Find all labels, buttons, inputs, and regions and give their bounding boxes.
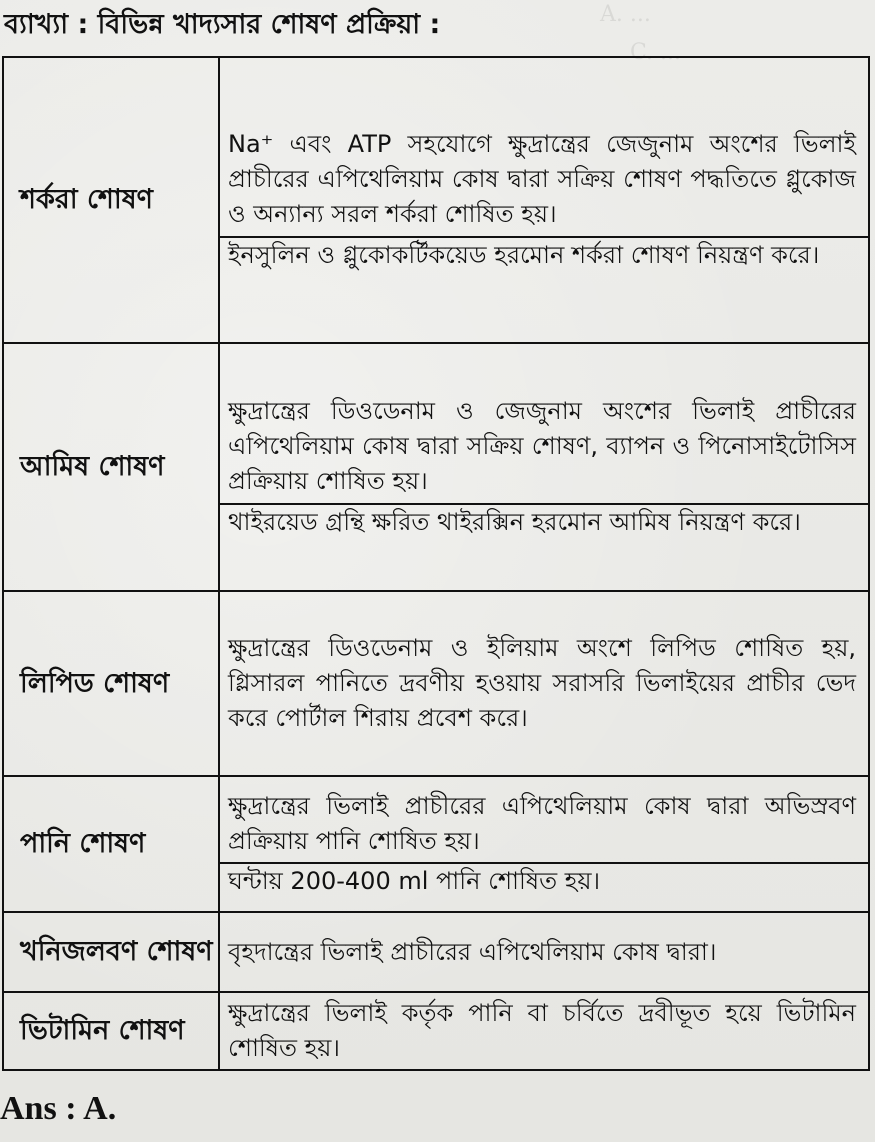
description-main: ক্ষুদ্রান্ত্রের ভিলাই প্রাচীরের এপিথেলিয়াম কোষ দ্বারা অভিস্রবণ প্রক্রিয়ায় পানি শোষিত হয়।: [228, 791, 856, 855]
row-description: [219, 591, 869, 776]
row-category-carbohydrate: শর্করা শোষণ: [3, 57, 219, 343]
description-note: ইনসুলিন ও গ্লুকোকর্টিকয়েড হরমোন শর্করা শোষণ নিয়ন্ত্রণ করে।: [220, 236, 868, 273]
description-note: ঘন্টায় 200-400 ml পানি শোষিত হয়।: [220, 862, 868, 899]
description-main: বৃহদান্ত্রের ভিলাই প্রাচীরের এপিথেলিয়াম কোষ দ্বারা।: [228, 937, 717, 966]
explanation-heading: ব্যাখ্যা : বিভিন্ন খাদ্যসার শোষণ প্রক্রিয়া :: [4, 9, 441, 40]
row-description: [219, 57, 869, 343]
row-description: [219, 776, 869, 912]
row-category-lipid: লিপিড শোষণ: [3, 591, 219, 776]
description-main: ক্ষুদ্রান্ত্রের ভিলাই কর্তৃক পানি বা চর্বিতে দ্রবীভূত হয়ে ভিটামিন শোষিত হয়।: [228, 999, 856, 1062]
row-description: [219, 343, 869, 591]
table-row: [3, 591, 869, 776]
row-description: [219, 912, 869, 992]
scanned-page: A. ... C. ... ব্যাখ্যা : বিভিন্ন খাদ্যসার শোষণ প্রক্রিয়া : শর্করা শোষণ Na⁺ এবং ATP সহযোগে ক্ষুদ্রান্ত্রের জেজুনাম অংশের ভিলাই প্রাচীরের এপিথেলিয়াম কোষ দ্বারা সক্রিয় শোষণ পদ্ধতিতে গ্লুকোজ ও অন্যান্য সরল শর্করা শোষিত হয়। ইনসুলিন ও গ্লুকোকর্টিকয়েড হরমোন শর্করা শোষণ নিয়ন্ত্রণ করে। আমিষ শোষণ ক্ষুদ্রান্ত্রের ডিওডেনাম ও জেজুনাম অংশের ভিলাই প্রাচীরের এপিথেলিয়াম কোষ দ্বারা সক্রিয় শোষণ, ব্যাপন ও পিনোসাইটোসিস প্রক্রিয়ায় শোষিত হয়। থাইরয়েড গ্রন্থি ক্ষরিত থাইরক্সিন হরমোন আমিষ নিয়ন্ত্রণ করে। লিপিড শোষণ ক্ষুদ্রান্ত্রের ডিওডেনাম ও ইলিয়াম অংশে লিপিড শোষিত হয়, গ্লিসারল পানিতে দ্রবণীয় হওয়ায় সরাসরি ভিলাইয়ের প্রাচীর ভেদ করে পোর্টাল শিরায় প্রবেশ করে। পানি শোষণ ক্ষুদ্রান্ত্রের ভিলাই প্রাচীরের এপিথেলিয়াম কোষ দ্বারা অভিস্রবণ প্রক্রিয়ায় পানি শোষিত হয়। ঘন্টায় 200-400 ml পানি শোষিত হয়। খনিজলবণ শোষণ বৃহদান্ত্রের ভিলাই প্রাচীরের এপিথেলিয়াম কোষ দ্বারা। ভিটামিন শোষণ ক্ষুদ্রান্ত্রের ভিলাই কর্তৃক পানি বা চর্বিতে দ্রবীভূত হয়ে ভিটামিন শোষিত হয়। Ans : A.: [0, 0, 875, 1142]
table-row: [3, 776, 869, 912]
description-main: ক্ষুদ্রান্ত্রের ডিওডেনাম ও ইলিয়াম অংশে লিপিড শোষিত হয়, গ্লিসারল পানিতে দ্রবণীয় হওয়ায় সরাসরি ভিলাইয়ের প্রাচীর ভেদ করে পোর্টাল শিরায় প্রবেশ করে।: [228, 634, 856, 732]
row-description: [219, 992, 869, 1070]
description-main: ক্ষুদ্রান্ত্রের ডিওডেনাম ও জেজুনাম অংশের ভিলাই প্রাচীরের এপিথেলিয়াম কোষ দ্বারা সক্রিয় শোষণ, ব্যাপন ও পিনোসাইটোসিস প্রক্রিয়ায় শোষিত হয়।: [228, 397, 856, 495]
row-category-water: পানি শোষণ: [3, 776, 219, 912]
description-note: থাইরয়েড গ্রন্থি ক্ষরিত থাইরক্সিন হরমোন আমিষ নিয়ন্ত্রণ করে।: [220, 503, 868, 540]
absorption-table: [2, 56, 870, 1071]
row-category-protein: আমিষ শোষণ: [3, 343, 219, 591]
row-category-mineral: খনিজলবণ শোষণ: [3, 912, 219, 992]
description-main: Na⁺ এবং ATP সহযোগে ক্ষুদ্রান্ত্রের জেজুনাম অংশের ভিলাই প্রাচীরের এপিথেলিয়াম কোষ দ্বারা সক্রিয় শোষণ পদ্ধতিতে গ্লুকোজ ও অন্যান্য সরল শর্করা শোষিত হয়।: [228, 130, 856, 228]
table-row: [3, 343, 869, 591]
table-row: [3, 57, 869, 343]
table-row: [3, 992, 869, 1070]
answer-label: Ans : A.: [0, 1090, 117, 1127]
table-row: [3, 912, 869, 992]
row-category-vitamin: ভিটামিন শোষণ: [3, 992, 219, 1070]
